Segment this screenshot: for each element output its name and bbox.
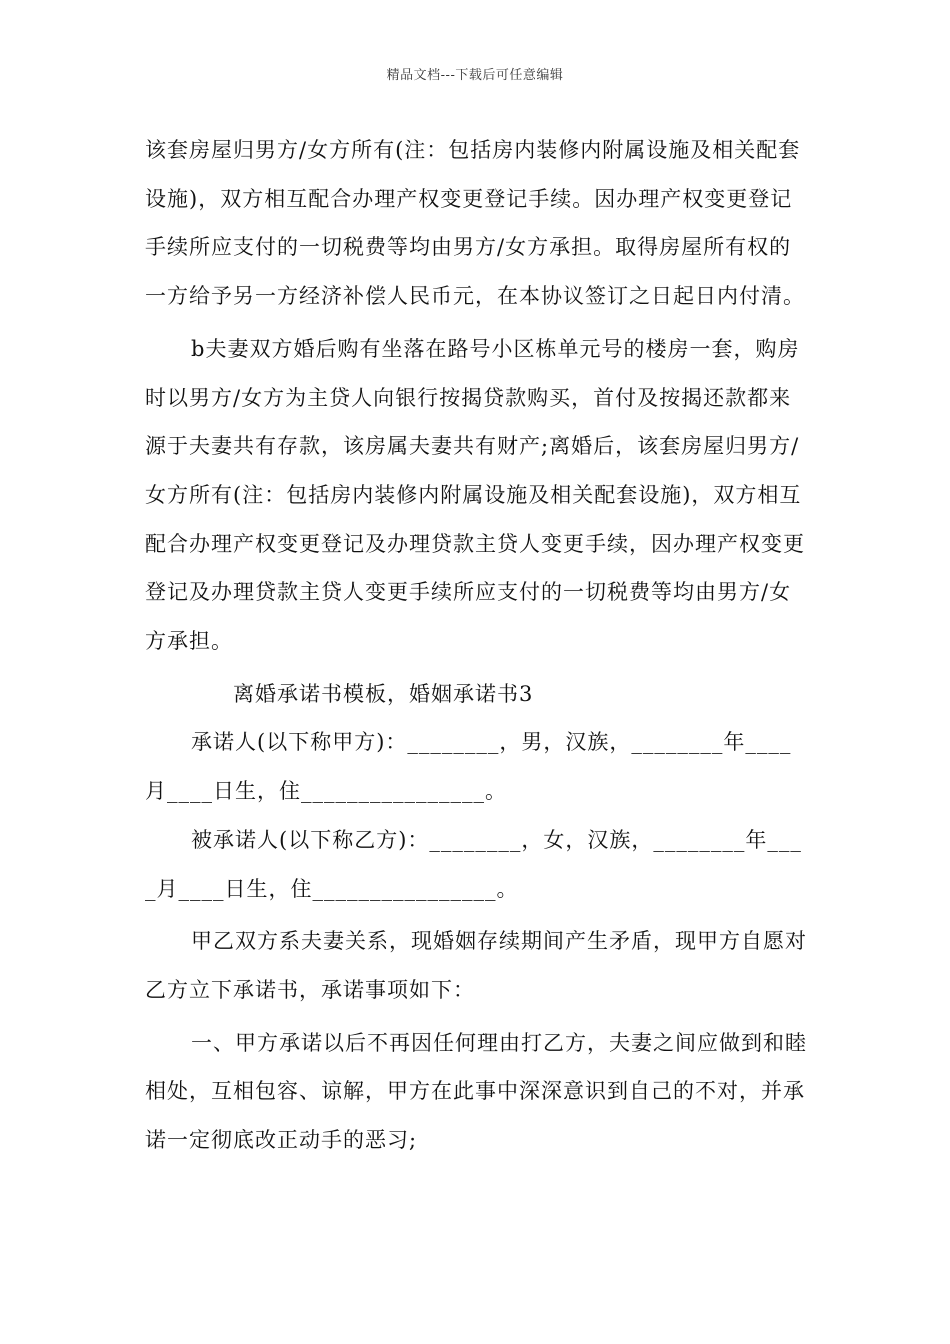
paragraph-relationship: 甲乙双方系夫妻关系，现婚姻存续期间产生矛盾，现甲方自愿对乙方立下承诺书，承诺事项如下： (145, 929, 807, 1002)
paragraph-house-ownership: 该套房屋归男方/女方所有(注：包括房内装修内附属设施及相关配套设施)，双方相互配合办理产权变更登记手续。因办理产权变更登记手续所应支付的一切税费等均由男方/女方承担。取得房屋所有权的一方给予另一方经济补偿人民币元，在本协议签订之日起日内付清。 (145, 138, 805, 309)
paragraph-promisee: 被承诺人(以下称乙方)：________，女，汉族，________年____月____日生，住________________。 (145, 827, 802, 901)
section-heading: 离婚承诺书模板，婚姻承诺书3 (233, 681, 534, 706)
page-header: 精品文档---下载后可任意编辑 (386, 68, 564, 83)
paragraph-mortgage-house: b夫妻双方婚后购有坐落在路号小区栋单元号的楼房一套，购房时以男方/女方为主贷人向银行按揭贷款购买，首付及按揭还款都来源于夫妻共有存款，该房属夫妻共有财产;离婚后，该套房屋归男方/女方所有(注：包括房内装修内附属设施及相关配套设施)，双方相互配合办理产权变更登记及办理贷款主贷人变更手续，因办理产权变更登记及办理贷款主贷人变更手续所应支付的一切税费等均由男方/女方承担。 (145, 336, 805, 654)
paragraph-promisor: 承诺人(以下称甲方)：________，男，汉族，________年____月____日生，住________________。 (145, 730, 792, 804)
paragraph-promise-one: 一、甲方承诺以后不再因任何理由打乙方，夫妻之间应做到和睦相处，互相包容、谅解，甲方在此事中深深意识到自己的不对，并承诺一定彻底改正动手的恶习; (145, 1030, 807, 1153)
document-body (145, 126, 810, 1165)
